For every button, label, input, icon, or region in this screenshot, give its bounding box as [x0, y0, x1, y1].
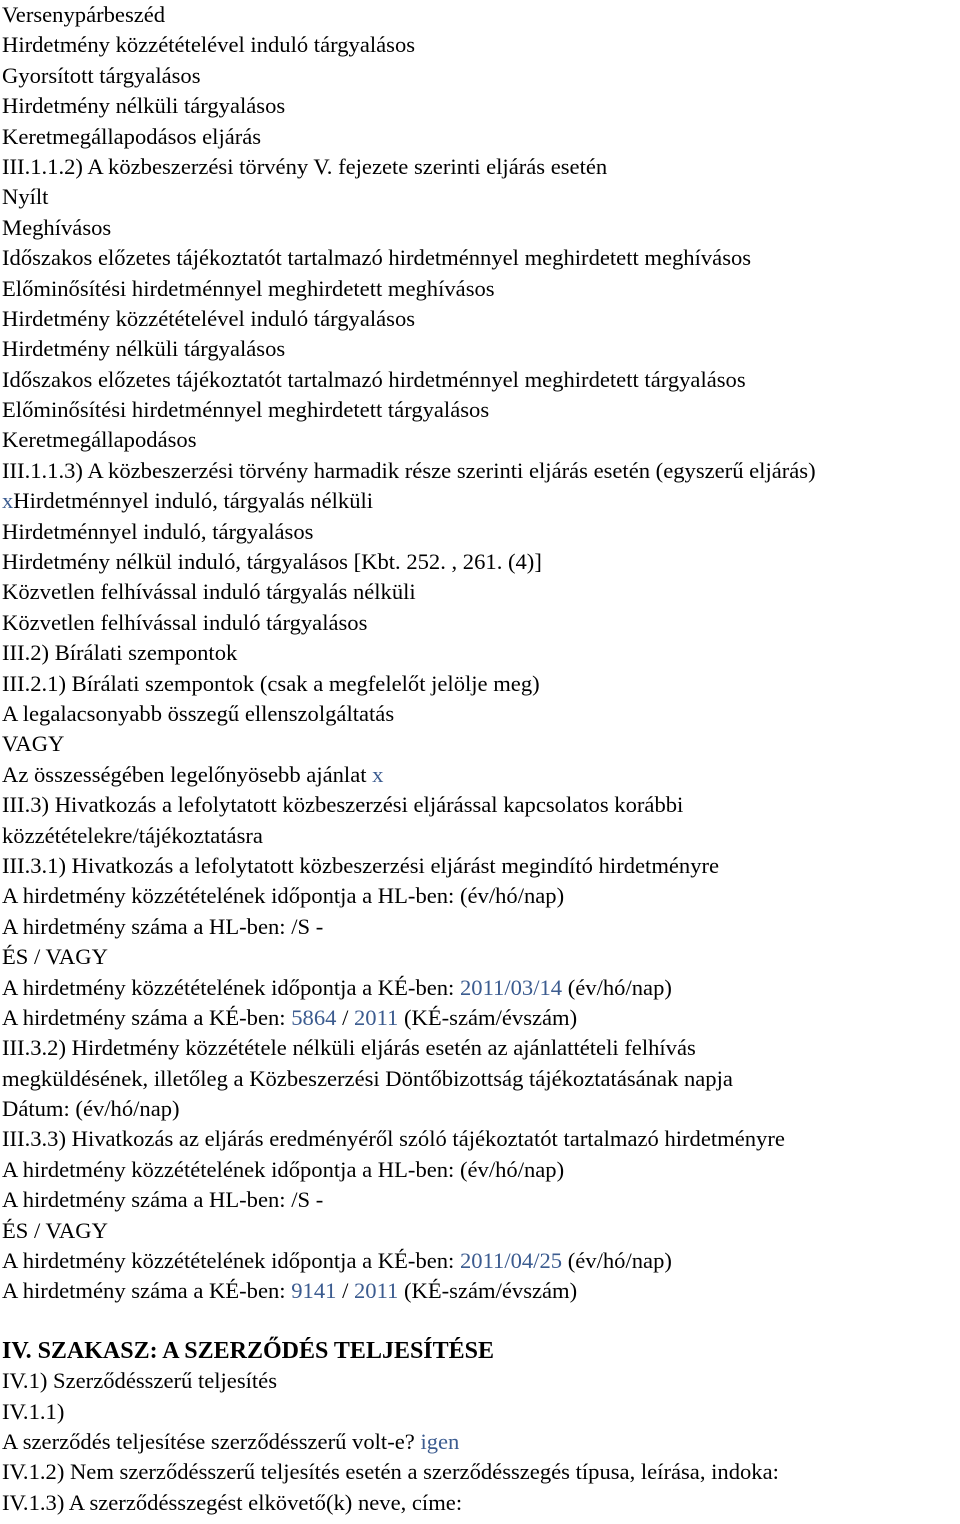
line-text: VAGY: [2, 731, 65, 757]
line-text: Hirdetmény nélküli tárgyalásos: [2, 336, 286, 362]
line-text: Versenypárbeszéd: [2, 2, 166, 27]
text-line: [2, 486, 960, 516]
text-line: [2, 243, 960, 273]
line-text: ÉS / VAGY: [2, 1217, 108, 1243]
text-line: [2, 1246, 960, 1276]
text-line: [2, 577, 960, 607]
line-text: III.1.1.2) A közbeszerzési törvény V. fejezete szerinti eljárás esetén: [2, 153, 608, 179]
line-text: IV.1.2) Nem szerződésszerű teljesítés esetén a szerződésszegés típusa, leírása, indoka:: [2, 1459, 779, 1485]
text-line: [2, 122, 960, 152]
line-text: III.2) Bírálati szempontok: [2, 640, 238, 666]
line-text: A hirdetmény közzétételének időpontja a KÉ-ben:: [2, 974, 460, 1000]
text-line: [2, 365, 960, 395]
text-line: [2, 1427, 960, 1457]
text-line: [2, 182, 960, 212]
text-line: [2, 425, 960, 455]
line-text: Meghívásos: [2, 214, 112, 240]
line-text: közzétételekre/tájékoztatásra: [2, 822, 263, 848]
filled-value: x: [2, 488, 14, 514]
line-text: Közvetlen felhívással induló tárgyalásos: [2, 609, 368, 635]
line-text: A hirdetmény közzétételének időpontja a HL-ben: (év/hó/nap): [2, 1156, 565, 1182]
line-text: Hirdetménnyel induló, tárgyalás nélküli: [13, 488, 374, 514]
line-text: III.3.1) Hivatkozás a lefolytatott közbeszerzési eljárást megindító hirdetményre: [2, 852, 720, 878]
line-text: (év/hó/nap): [562, 974, 672, 1000]
line-text: Hirdetmény nélkül induló, tárgyalásos [Kbt. 252. , 261. (4)]: [2, 549, 542, 575]
text-line: [2, 1397, 960, 1427]
line-text: IV. SZAKASZ: A SZERZŐDÉS TELJESÍTÉSE: [2, 1337, 495, 1364]
line-text: A hirdetmény száma a HL-ben: /S -: [2, 913, 324, 939]
line-text: megküldésének, illetőleg a Közbeszerzési Döntőbizottság tájékoztatásának napja: [2, 1065, 733, 1091]
text-line: [2, 851, 960, 881]
text-line: [2, 1003, 960, 1033]
line-text: IV.1.3) A szerződésszegést elkövető(k) neve, címe:: [2, 1489, 463, 1515]
line-text: Előminősítési hirdetménnyel meghirdetett tárgyalásos: [2, 397, 490, 423]
text-line: [2, 334, 960, 364]
text-line: [2, 1064, 960, 1094]
filled-value: 2011/04/25: [460, 1248, 563, 1274]
line-text: III.3) Hivatkozás a lefolytatott közbeszerzési eljárással kapcsolatos korábbi: [2, 792, 684, 818]
line-text: (KÉ-szám/évszám): [398, 1278, 578, 1304]
filled-value: 2011: [354, 1278, 399, 1304]
text-line: [2, 760, 960, 790]
text-line: [2, 304, 960, 334]
text-line: [2, 1185, 960, 1215]
text-line: [2, 729, 960, 759]
text-line: [2, 30, 960, 60]
line-text: Nyílt: [2, 184, 49, 210]
filled-value: 2011: [354, 1004, 399, 1030]
line-text: Időszakos előzetes tájékoztatót tartalmazó hirdetménnyel meghirdetett meghívásos: [2, 245, 752, 271]
line-text: Keretmegállapodásos eljárás: [2, 123, 262, 149]
line-text: III.2.1) Bírálati szempontok (csak a megfelelőt jelölje meg): [2, 670, 540, 696]
text-line: [2, 821, 960, 851]
line-text: (KÉ-szám/évszám): [398, 1004, 578, 1030]
text-line: [2, 1457, 960, 1487]
section-heading: [2, 1336, 960, 1366]
text-line: [2, 942, 960, 972]
text-line: [2, 669, 960, 699]
line-text: IV.1.1): [2, 1398, 65, 1424]
line-text: A szerződés teljesítése szerződésszerű volt-e?: [2, 1428, 421, 1454]
filled-value: igen: [420, 1428, 460, 1454]
text-line: [2, 638, 960, 668]
text-line: [2, 395, 960, 425]
line-text: /: [336, 1278, 354, 1304]
text-line: [2, 0, 960, 30]
text-line: [2, 608, 960, 638]
filled-value: 2011/03/14: [460, 974, 563, 1000]
line-text: Időszakos előzetes tájékoztatót tartalmazó hirdetménnyel meghirdetett tárgyalásos: [2, 366, 746, 392]
line-text: /: [336, 1004, 354, 1030]
line-text: A legalacsonyabb összegű ellenszolgáltatás: [2, 700, 395, 726]
line-text: Hirdetmény nélküli tárgyalásos: [2, 93, 286, 119]
line-text: Hirdetmény közzétételével induló tárgyalásos: [2, 305, 416, 331]
line-text: IV.1) Szerződésszerű teljesítés: [2, 1368, 278, 1394]
line-text: ÉS / VAGY: [2, 944, 108, 970]
filled-value: x: [372, 761, 384, 787]
line-text: III.1.1.3) A közbeszerzési törvény harmadik része szerinti eljárás esetén (egyszerű eljárás): [2, 457, 816, 483]
line-text: Hirdetménnyel induló, tárgyalásos: [2, 518, 314, 544]
line-text: A hirdetmény száma a HL-ben: /S -: [2, 1187, 324, 1213]
line-text: III.3.2) Hirdetmény közzététele nélküli eljárás esetén az ajánlattételi felhívás: [2, 1035, 696, 1061]
line-text: A hirdetmény száma a KÉ-ben:: [2, 1004, 292, 1030]
text-line: [2, 152, 960, 182]
text-line: [2, 517, 960, 547]
line-text: A hirdetmény közzétételének időpontja a HL-ben: (év/hó/nap): [2, 883, 565, 909]
line-text: III.3.3) Hivatkozás az eljárás eredményéről szóló tájékoztatót tartalmazó hirdetményre: [2, 1126, 785, 1152]
filled-value: 9141: [291, 1278, 337, 1304]
text-line: [2, 1488, 960, 1518]
line-text: Az összességében legelőnyösebb ajánlat: [2, 761, 373, 787]
text-line: [2, 1366, 960, 1396]
text-line: [2, 91, 960, 121]
filled-value: 5864: [291, 1004, 337, 1030]
line-text: Gyorsított tárgyalásos: [2, 62, 201, 88]
line-text: Hirdetmény közzétételével induló tárgyalásos: [2, 32, 416, 58]
text-line: [2, 547, 960, 577]
line-text: A hirdetmény közzétételének időpontja a KÉ-ben:: [2, 1248, 460, 1274]
text-line: [2, 1155, 960, 1185]
text-line: [2, 61, 960, 91]
text-line: [2, 973, 960, 1003]
text-line: [2, 699, 960, 729]
text-line: [2, 1094, 960, 1124]
text-line: [2, 1216, 960, 1246]
line-text: A hirdetmény száma a KÉ-ben:: [2, 1278, 292, 1304]
text-line: [2, 790, 960, 820]
text-line: [2, 213, 960, 243]
line-text: Előminősítési hirdetménnyel meghirdetett meghívásos: [2, 275, 495, 301]
text-line: [2, 456, 960, 486]
text-line: [2, 1033, 960, 1063]
text-line: [2, 912, 960, 942]
line-text: (év/hó/nap): [562, 1248, 672, 1274]
line-text: Keretmegállapodásos: [2, 427, 197, 453]
line-text: Közvetlen felhívással induló tárgyalás nélküli: [2, 579, 416, 605]
line-text: Dátum: (év/hó/nap): [2, 1096, 180, 1122]
text-line: [2, 274, 960, 304]
text-line: [2, 1276, 960, 1306]
text-line: [2, 881, 960, 911]
text-line: [2, 1124, 960, 1154]
